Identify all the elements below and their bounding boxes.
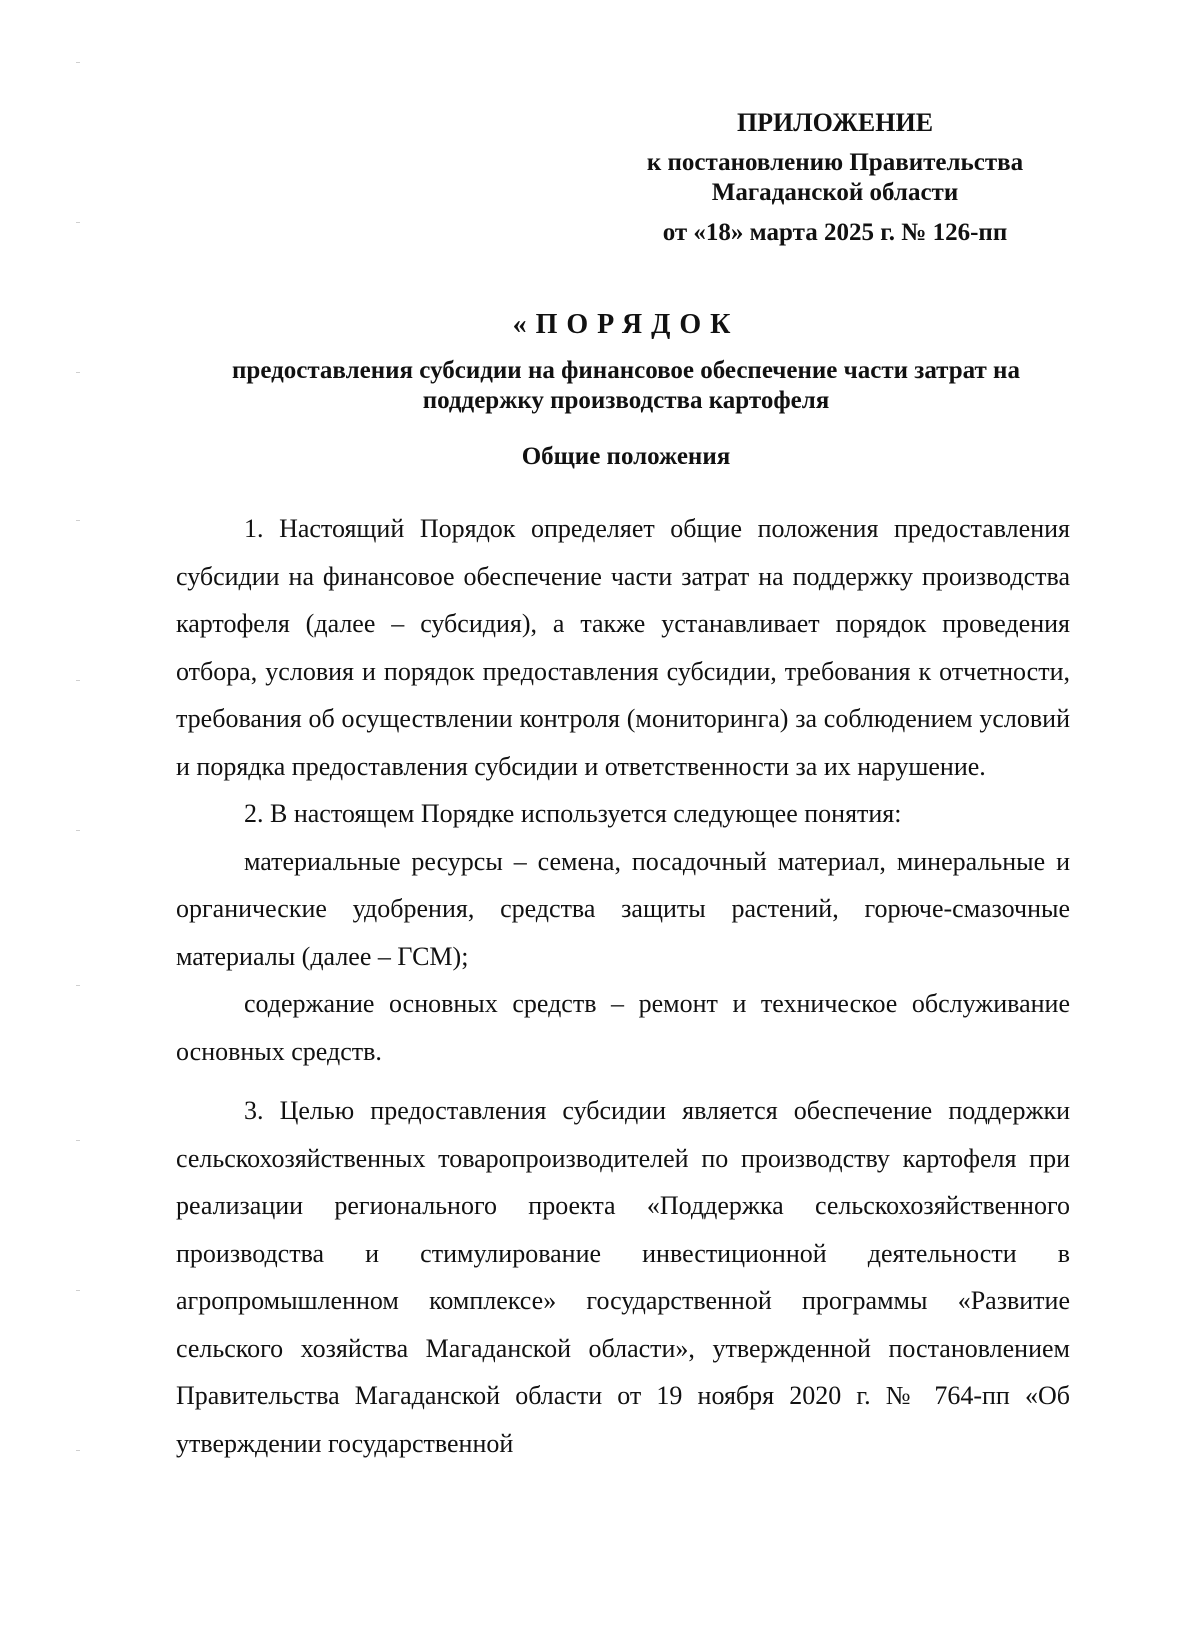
document-subtitle: предоставления субсидии на финансовое обеспечение части затрат на поддержку производства картофеля: [232, 357, 1020, 414]
paragraph-3: 3. Целью предоставления субсидии является обеспечение поддержки сельскохозяйственных товаропроизводителей по производству картофеля при реализации регионального проекта «Поддержка сельскохозяйственного производства и стимулирование инвестиционной деятельности в агропромышленном комплексе» государственной программы «Развитие сельского хозяйства Магаданской области», утвержденной постановлением Правительства Магаданской области от 19 ноября 2020 г. № 764-пп «Об утверждении государственной: [176, 1096, 1070, 1458]
paragraph-definition-materials: материальные ресурсы – семена, посадочный материал, минеральные и органические удобрения, средства защиты растений, горюче-смазочные материалы (далее – ГСМ);: [176, 846, 1070, 971]
paragraph-2: 2. В настоящем Порядке используется следующее понятия:: [244, 799, 902, 828]
paragraph-1: 1. Настоящий Порядок определяет общие положения предоставления субсидии на финансовое обеспечение части затрат на поддержку производства картофеля (далее – субсидия), а также устанавливает порядок проведения отбора, условия и порядок предоставления субсидии, требования к отчетности, требования об осуществлении контроля (мониторинга) за соблюдением условий и порядка предоставления субсидии и ответственности за их нарушение.: [176, 514, 1070, 781]
appendix-heading: ПРИЛОЖЕНИЕ: [736, 108, 934, 137]
paragraph-definition-fixed-assets: содержание основных средств – ремонт и техническое обслуживание основных средств.: [176, 989, 1070, 1066]
section-title: Общие положения: [521, 443, 731, 470]
scan-margin-marks: [76, 0, 84, 1652]
document-title-block: [176, 308, 1076, 416]
appendix-resolution-line: к постановлению Правительства: [646, 149, 1024, 176]
appendix-block: [600, 108, 1070, 248]
appendix-date-number: от «18» марта 2025 г. № 126-пп: [662, 219, 1008, 246]
document-title: «ПОРЯДОК: [512, 309, 740, 340]
appendix-region-line: Магаданской области: [711, 179, 959, 206]
document-body: [176, 505, 1070, 1467]
